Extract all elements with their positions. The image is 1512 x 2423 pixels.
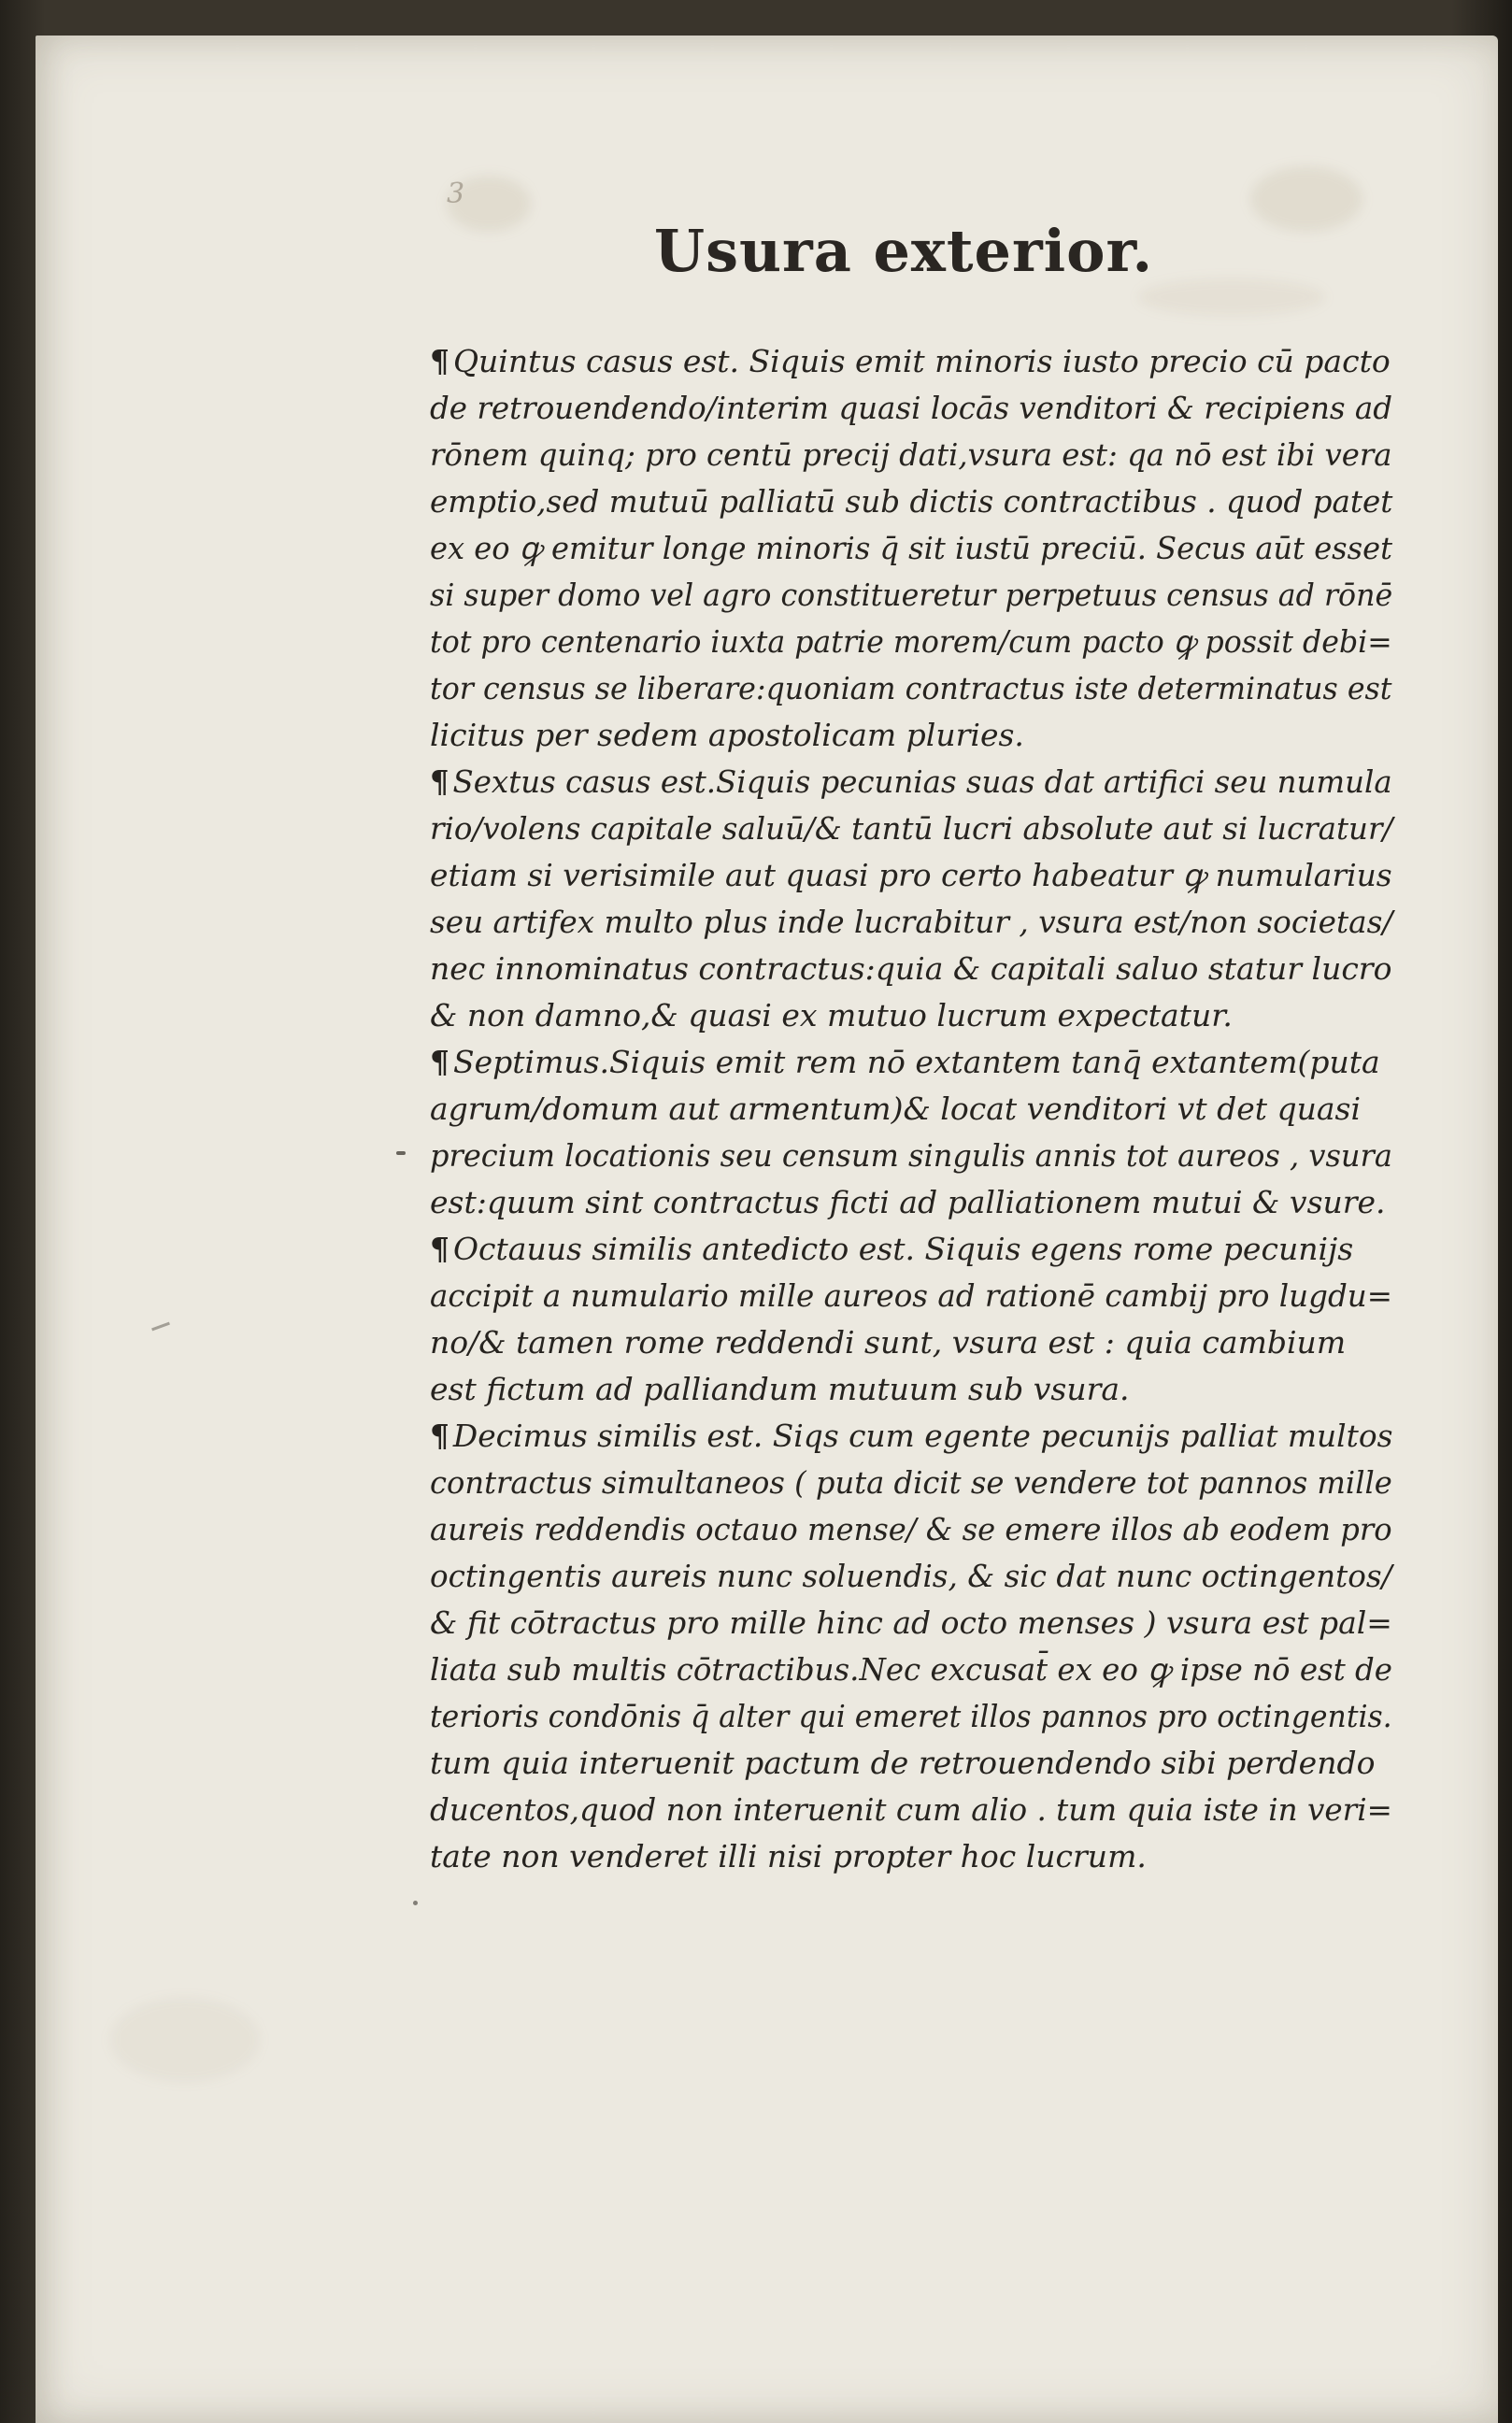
text-line: emptio,sed mutuū palliatū sub dictis contractibus . quod patet: [430, 483, 1393, 520]
paper-stain: [1250, 166, 1362, 232]
paragraph-mark: ¶: [430, 763, 449, 800]
text-line: ¶ Decimus similis est. Siqs cum egente pecunijs palliat multos: [430, 1418, 1393, 1454]
paragraph-mark: ¶: [430, 343, 449, 379]
text-line: tot pro centenario iuxta patrie morem/cum pacto ꝙ possit debi=: [430, 623, 1392, 660]
running-head: Usura exterior.: [654, 217, 1154, 285]
text-line: est:quum sint contractus ficti ad palliationem mutui & vsure.: [430, 1184, 1386, 1220]
margin-mark: [413, 1901, 418, 1905]
main-text: [430, 338, 1392, 1880]
faded-folio-mark: 3: [447, 178, 465, 210]
text-line: rio/volens capitale saluū/& tantū lucri absolute aut si lucratur/: [430, 810, 1393, 847]
text-line: & non damno,& quasi ex mutuo lucrum expectatur.: [430, 997, 1233, 1033]
text-line: agrum/domum aut armentum)& locat venditori vt det quasi: [430, 1090, 1362, 1127]
text-line: & fit cōtractus pro mille hinc ad octo menses ) vsura est pal=: [430, 1604, 1392, 1641]
text-line: de retrouendendo/interim quasi locās venditori & recipiens ad: [430, 390, 1393, 426]
paragraph-mark: ¶: [430, 1418, 449, 1454]
text-line: accipit a numulario mille aureos ad rationē cambij pro lugdu=: [430, 1277, 1392, 1314]
text-line: contractus simultaneos ( puta dicit se vendere tot pannos mille: [430, 1464, 1392, 1501]
text-line: est fictum ad palliandum mutuum sub vsura.: [430, 1371, 1130, 1407]
text-line: ¶ Septimus.Siquis emit rem nō extantem tanq̄ extantem(puta: [430, 1044, 1380, 1080]
paper-stain: [110, 1998, 260, 2082]
text-line: tum quia interuenit pactum de retrouendendo sibi perdendo: [430, 1745, 1376, 1781]
paragraph-mark: ¶: [430, 1044, 449, 1080]
text-line: aureis reddendis octauo mense/ & se emere illos ab eodem pro: [430, 1511, 1392, 1547]
text-line: liata sub multis cōtractibus.Nec excusat̄ ex eo ꝙ ipse nō est de: [430, 1651, 1393, 1688]
text-line: precium locationis seu censum singulis annis tot aureos , vsura: [430, 1137, 1392, 1174]
text-line: ¶ Sextus casus est.Siquis pecunias suas dat artifici seu numula: [430, 763, 1392, 800]
text-line: licitus per sedem apostolicam pluries.: [430, 717, 1024, 753]
text-line: octingentis aureis nunc soluendis, & sic dat nunc octingentos/: [430, 1558, 1392, 1594]
margin-mark: [396, 1151, 406, 1155]
text-line: tate non venderet illi nisi propter hoc lucrum.: [430, 1838, 1147, 1874]
text-line: tor census se liberare:quoniam contractus iste determinatus est: [430, 670, 1392, 706]
text-line: no/& tamen rome reddendi sunt, vsura est : quia cambium: [430, 1324, 1347, 1361]
text-line: seu artifex multo plus inde lucrabitur , vsura est/non societas/: [430, 904, 1393, 940]
text-line: ¶ Octauus similis antedicto est. Siquis egens rome pecunijs: [430, 1231, 1354, 1267]
text-line: nec innominatus contractus:quia & capitali saluo statur lucro: [430, 950, 1392, 987]
text-line: ex eo ꝙ emitur longe minoris q̄ sit iustū preciū. Secus aūt esset: [430, 530, 1392, 566]
paragraph-mark: ¶: [430, 1231, 449, 1267]
text-line: rōnem quinq; pro centū precij dati,vsura est: qa nō est ibi vera: [430, 436, 1392, 473]
text-line: ducentos,quod non interuenit cum alio . tum quia iste in veri=: [430, 1791, 1392, 1828]
text-line: ¶ Quintus casus est. Siquis emit minoris iusto precio cū pacto: [430, 343, 1391, 379]
text-line: terioris condōnis q̄ alter qui emeret illos pannos pro octingentis.: [430, 1698, 1392, 1734]
text-line: etiam si verisimile aut quasi pro certo habeatur ꝙ numularius: [430, 857, 1392, 893]
paper-stain: [1138, 278, 1325, 316]
text-line: si super domo vel agro constitueretur perpetuus census ad rōnē: [430, 577, 1393, 613]
